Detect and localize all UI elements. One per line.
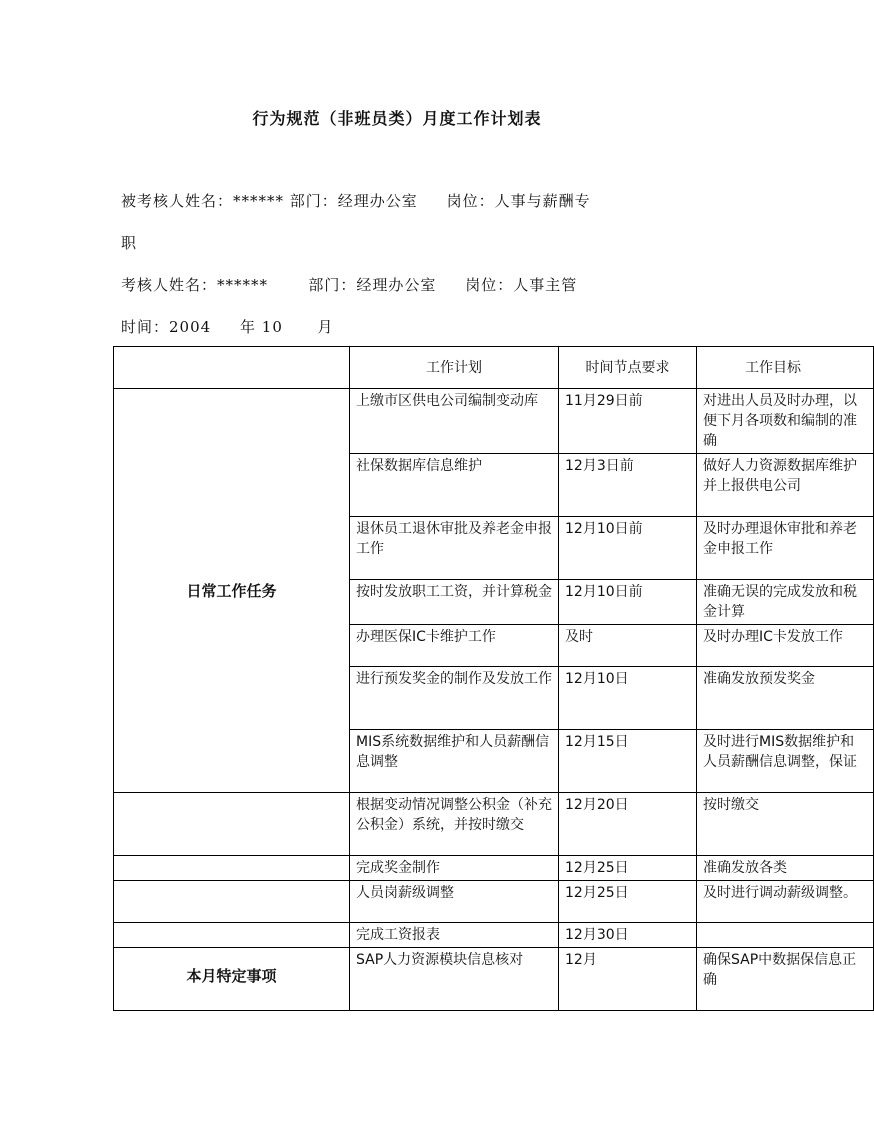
goal-cell: 做好人力资源数据库维护并上报供电公司: [697, 454, 874, 517]
goal-cell: 及时进行MIS数据维护和人员薪酬信息调整，保证: [697, 730, 874, 793]
goal-cell: 对进出人员及时办理，以便下月各项数和编制的准确: [697, 389, 874, 454]
page-title: 行为规范（非班员类）月度工作计划表: [252, 109, 542, 128]
assessee-info: 被考核人姓名：****** 部门：经理办公室 岗位：人事与薪酬专: [121, 192, 591, 210]
time-cell: 及时: [559, 625, 697, 667]
table-row: [114, 923, 874, 948]
table-row: [114, 389, 874, 454]
goal-cell: 及时进行调动薪级调整。: [697, 881, 874, 923]
goal-cell: 准确无误的完成发放和税金计算: [697, 580, 874, 625]
plan-cell: 人员岗薪级调整: [350, 881, 559, 923]
plan-cell: 按时发放职工工资，并计算税金: [350, 580, 559, 625]
header-category: [114, 347, 350, 389]
table-row: [114, 948, 874, 1011]
plan-cell: 完成工资报表: [350, 923, 559, 948]
header-time: 时间节点要求: [559, 347, 697, 389]
empty-category-cell: [114, 856, 350, 881]
table-row: [114, 881, 874, 923]
plan-cell: SAP人力资源模块信息核对: [350, 948, 559, 1011]
goal-cell: 及时办理退休审批和养老金申报工作: [697, 517, 874, 580]
time-cell: 12月25日: [559, 856, 697, 881]
plan-cell: 上缴市区供电公司编制变动库: [350, 389, 559, 454]
header-goal: 工作目标: [697, 347, 874, 389]
time-cell: 12月20日: [559, 793, 697, 856]
table-header-row: [114, 347, 874, 389]
plan-cell: 进行预发奖金的制作及发放工作: [350, 667, 559, 730]
empty-category-cell: [114, 881, 350, 923]
time-cell: 12月25日: [559, 881, 697, 923]
table-row: [114, 856, 874, 881]
goal-cell: 及时办理IC卡发放工作: [697, 625, 874, 667]
plan-cell: MIS系统数据维护和人员薪酬信息调整: [350, 730, 559, 793]
assessee-info-cont: 职: [121, 234, 138, 252]
goal-cell: 按时缴交: [697, 793, 874, 856]
time-cell: 12月3日前: [559, 454, 697, 517]
plan-cell: 办理医保IC卡维护工作: [350, 625, 559, 667]
plan-cell: 完成奖金制作: [350, 856, 559, 881]
time-cell: 12月30日: [559, 923, 697, 948]
time-cell: 12月10日前: [559, 517, 697, 580]
plan-cell: 社保数据库信息维护: [350, 454, 559, 517]
time-cell: 11月29日前: [559, 389, 697, 454]
goal-cell: 准确发放各类: [697, 856, 874, 881]
period-info: 时间：2004 年 10 月: [121, 318, 334, 336]
category-special-items: 本月特定事项: [114, 948, 350, 1011]
category-daily-tasks: 日常工作任务: [114, 389, 350, 793]
time-cell: 12月: [559, 948, 697, 1011]
header-plan: 工作计划: [350, 347, 559, 389]
table-row: [114, 793, 874, 856]
time-cell: 12月15日: [559, 730, 697, 793]
plan-table-wrapper: [113, 346, 857, 1000]
empty-category-cell: [114, 923, 350, 948]
goal-cell: 准确发放预发奖金: [697, 667, 874, 730]
plan-table: [113, 346, 874, 1011]
goal-cell: 确保SAP中数据保信息正确: [697, 948, 874, 1011]
assessor-info: 考核人姓名：****** 部门：经理办公室 岗位：人事主管: [121, 276, 578, 294]
plan-cell: 根据变动情况调整公积金（补充公积金）系统，并按时缴交: [350, 793, 559, 856]
time-cell: 12月10日前: [559, 580, 697, 625]
time-cell: 12月10日: [559, 667, 697, 730]
goal-cell: [697, 923, 874, 948]
plan-cell: 退休员工退休审批及养老金申报工作: [350, 517, 559, 580]
empty-category-cell: [114, 793, 350, 856]
